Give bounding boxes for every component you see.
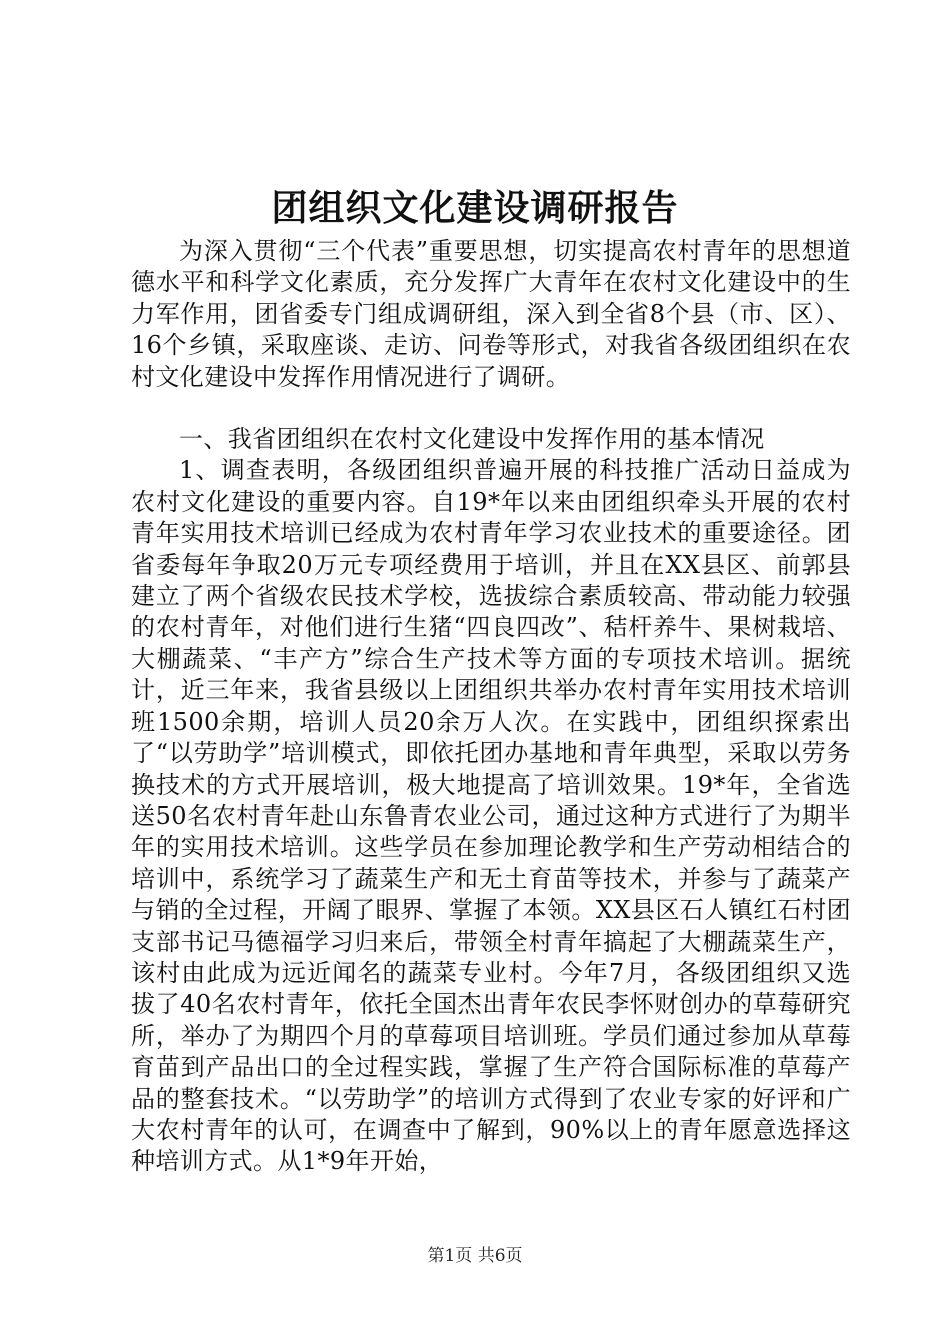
paragraph-spacer bbox=[131, 393, 851, 424]
document-title: 团组织文化建设调研报告 bbox=[271, 188, 679, 229]
body-paragraph: 1、调查表明，各级团组织普遍开展的科技推广活动日益成为农村文化建设的重要内容。自19*年以来由团组织牵头开展的农村青年实用技术培训已经成为农村青年学习农业技术的重要途径。团省委每年争取20万元专项经费用于培训，并且在XX县区、前郭县建立了两个省级农民技术学校，选拔综合素质较高、带动能力较强的农村青年，对他们进行生猪“四良四改”、秸杆养牛、果树栽培、大棚蔬菜、“丰产方”综合生产技术等方面的专项技术培训。据统计，近三年来，我省县级以上团组织共举办农村青年实用技术培训班1500余期，培训人员20余万人次。在实践中，团组织探索出了“以劳助学”培训模式，即依托团办基地和青年典型，采取以劳务换技术的方式开展培训，极大地提高了培训效果。19*年，全省选送50名农村青年赴山东鲁青农业公司，通过这种方式进行了为期半年的实用技术培训。这些学员在参加理论教学和生产劳动相结合的培训中，系统学习了蔬菜生产和无土育苗等技术，并参与了蔬菜产与销的全过程，开阔了眼界、掌握了本领。XX县区石人镇红石村团支部书记马德福学习归来后，带领全村青年搞起了大棚蔬菜生产，该村由此成为远近闻名的蔬菜专业村。今年7月，各级团组织又选拔了40名农村青年，依托全国杰出青年农民李怀财创办的草莓研究所，举办了为期四个月的草莓项目培训班。学员们通过参加从草莓育苗到产品出口的全过程实践，掌握了生产符合国际标准的草莓产品的整套技术。“以劳助学”的培训方式得到了农业专家的好评和广大农村青年的认可，在调查中了解到，90%以上的青年愿意选择这种培训方式。从1*9年开始， bbox=[131, 456, 851, 1176]
section-heading: 一、我省团组织在农村文化建设中发挥作用的基本情况 bbox=[179, 425, 765, 454]
document-body bbox=[131, 236, 851, 1178]
intro-paragraph: 为深入贯彻“三个代表”重要思想，切实提高农村青年的思想道德水平和科学文化素质，充分发挥广大青年在农村文化建设中的生力军作用，团省委专门组成调研组，深入到全省8个县（市、区）、16个乡镇，采取座谈、走访、问卷等形式，对我省各级团组织在农村文化建设中发挥作用情况进行了调研。 bbox=[131, 237, 851, 391]
page-number-footer: 第1页 共6页 bbox=[427, 1246, 523, 1266]
